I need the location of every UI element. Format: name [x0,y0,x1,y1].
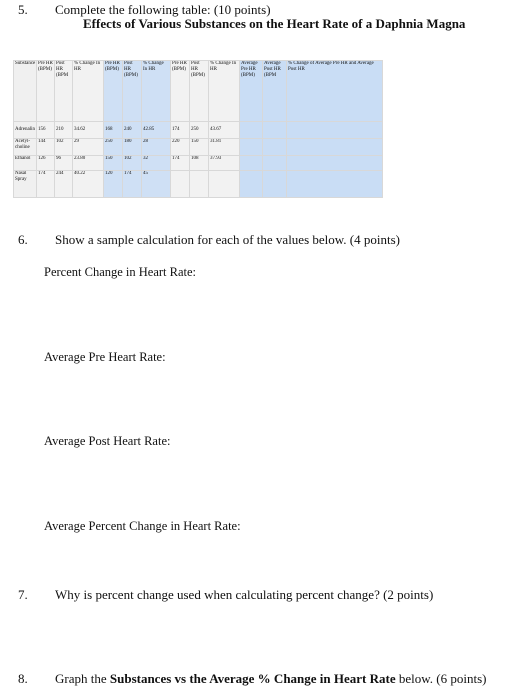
table-cell: 250 [104,139,123,156]
table-cell: 220 [171,139,190,156]
table-cell: 120 [104,171,123,198]
average-pre-label: Average Pre Heart Rate: [44,350,166,364]
header-cell: Pre HR (BPM) [171,61,190,122]
table-cell: 174 [37,171,55,198]
table-cell: 126 [37,156,55,171]
header-cell: Pre HR (BPM) [37,61,55,122]
table-cell[interactable] [209,171,240,198]
table-cell: 250 [190,122,209,139]
question-8-text [55,671,487,687]
table-cell: 174 [171,122,190,139]
table-cell[interactable] [287,139,383,156]
table-cell: 102 [55,139,73,156]
table-cell: 40.22 [73,171,104,198]
table-cell: Nasal Spray [14,171,37,198]
table-header-row [14,61,383,122]
table-cell: 43.67 [209,122,240,139]
table-cell: 34.62 [73,122,104,139]
question-5-text: Complete the following table: (10 points) [55,2,271,17]
table-row [14,139,383,156]
header-cell: Pre HR (BPM) [104,61,123,122]
table-cell: 45 [142,171,171,198]
question-8-text-bold: Substances vs the Average % Change in Heart Rate [109,671,396,686]
table-cell: 102 [123,156,142,171]
header-cell: % Change In HR [209,61,240,122]
question-6-text: Show a sample calculation for each of the values below. (4 points) [55,232,400,247]
table-cell[interactable] [240,122,263,139]
table-cell: 174 [123,171,142,198]
table-cell: 32 [142,156,171,171]
table-cell: Adrenalin [14,122,37,139]
header-cell: Average Post HR (BPM [263,61,287,122]
table-cell: 174 [171,156,190,171]
header-cell: % Change In HR [73,61,104,122]
header-cell: % Change In HR [142,61,171,122]
table-cell[interactable] [263,122,287,139]
question-8-number: 8. [18,671,28,686]
question-8-text-before: Graph the [55,671,110,686]
table-cell[interactable] [240,139,263,156]
percent-change-label: Percent Change in Heart Rate: [44,265,197,279]
table-cell: 240 [123,122,142,139]
question-8-text-after: below. (6 points) [395,671,487,686]
table-cell: Ethanol [14,156,37,171]
table-cell[interactable] [240,156,263,171]
average-post-label: Average Post Heart Rate: [44,434,171,448]
table-cell[interactable] [287,171,383,198]
table-cell[interactable] [287,122,383,139]
question-7-text: Why is percent change used when calculating percent change? (2 points) [55,587,434,602]
average-percent-change-label: Average Percent Change in Heart Rate: [44,519,241,533]
header-cell: Substance [14,61,37,122]
table-cell: 23.80 [73,156,104,171]
header-cell: Post HR (BPM [55,61,73,122]
table-cell: 244 [55,171,73,198]
table-cell[interactable] [190,171,209,198]
header-cell: % Change of Average Pre HR and Average Post HR [287,61,383,122]
table-row [14,156,383,171]
table-cell: 28 [142,139,171,156]
question-5-number: 5. [18,2,28,17]
header-cell: Post HR (BPM) [190,61,209,122]
table-cell: 42.85 [142,122,171,139]
table-row [14,171,383,198]
question-7-number: 7. [18,587,28,602]
heart-rate-table [13,60,383,198]
table-cell: 29 [73,139,104,156]
table-cell: Acetyl-choline [14,139,37,156]
header-cell: Post HR (BPM) [123,61,142,122]
question-6-number: 6. [18,232,28,247]
table-cell[interactable] [263,139,287,156]
table-cell[interactable] [263,171,287,198]
table-cell: 150 [190,139,209,156]
table-cell: 210 [55,122,73,139]
table-cell[interactable] [240,171,263,198]
table-cell[interactable] [263,156,287,171]
table-row [14,122,383,139]
header-cell: Average Pre HR (BPM) [240,61,263,122]
table-cell: 168 [104,122,123,139]
table-cell: 144 [37,139,55,156]
table-cell: 31.81 [209,139,240,156]
table-cell[interactable] [287,156,383,171]
table-cell: 180 [123,139,142,156]
table-cell: 156 [37,122,55,139]
table-title: Effects of Various Substances on the Heart Rate of a Daphnia Magna [83,16,466,31]
table-cell: 150 [104,156,123,171]
table-cell[interactable] [171,171,190,198]
table-cell: 108 [190,156,209,171]
table-cell: 96 [55,156,73,171]
table-cell: 37.93 [209,156,240,171]
